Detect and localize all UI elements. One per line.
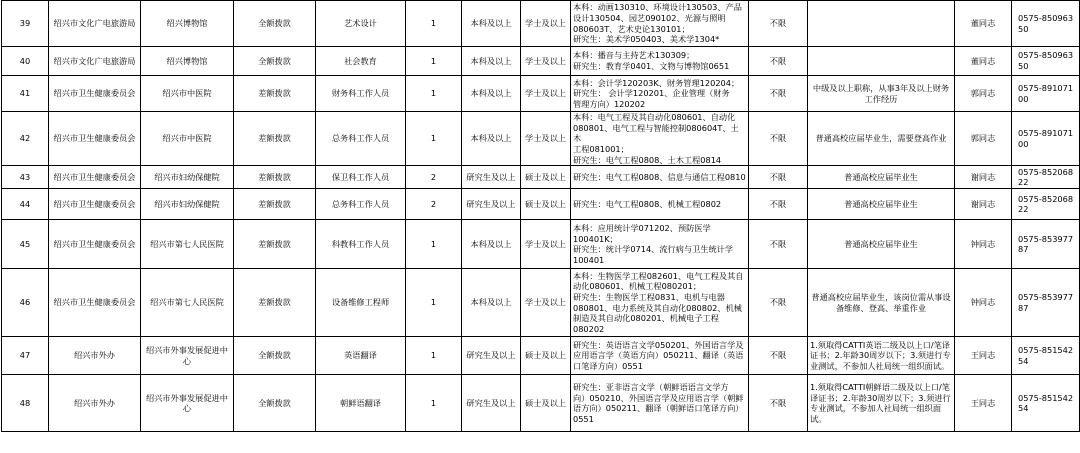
cell-phone: 0575-85154254 [1012,337,1080,375]
cell-education: 研究生及以上 [462,337,521,375]
cell-unit: 绍兴市中医院 [141,112,234,166]
recruitment-table [1,0,1080,432]
major-line: 应用语言学（英语方向）050211、翻译（英语 [573,350,744,361]
cell-degree: 学士及以上 [521,112,571,166]
cell-age-limit: 不限 [749,47,808,76]
cell-funding-type: 全额拨款 [234,1,316,47]
cell-degree: 学士及以上 [521,76,571,112]
cell-department: 绍兴市外办 [49,337,141,375]
cell-age-limit: 不限 [749,337,808,375]
table-row [2,47,1080,76]
cell-funding-type: 全额拨款 [234,375,316,432]
cell-funding-type: 差额拨款 [234,112,316,166]
cell-education: 研究生及以上 [462,166,521,189]
table-row [2,166,1080,189]
cell-unit: 绍兴市中医院 [141,76,234,112]
cell-unit: 绍兴市第七人民医院 [141,269,234,337]
major-line: 本科：生物医学工程082601、电气工程及其自 [573,270,744,281]
major-line: 研究生：亚非语言文学（朝鲜语语言文学方 [573,381,729,392]
cell-contact: 谢同志 [955,189,1012,220]
table-row [2,1,1080,47]
cell-headcount: 1 [406,76,462,112]
cell-phone: 0575-85206822 [1012,189,1080,220]
cell-funding-type: 差额拨款 [234,76,316,112]
cell-other-requirements: 1.须取得CATTI朝鲜语二级及以上口/笔译证书；2.年龄30周岁以下；3.须进行专业测试，不参加人社局统一组织面试。 [808,375,955,432]
cell-degree: 硕士及以上 [521,375,571,432]
major-line: 080801、电力系统及其自动化080802、机械 [573,302,742,313]
major-line: 080202 [573,324,605,335]
table-row [2,269,1080,337]
major-line: 研究生：统计学0714、流行病与卫生统计学 [573,244,734,255]
cell-number: 43 [2,166,49,189]
cell-number: 47 [2,337,49,375]
major-line: 080801、电气工程与智能控制080604T、土木 [573,122,739,144]
major-line: 100401K； [573,233,618,244]
cell-funding-type: 全额拨款 [234,337,316,375]
major-line: 本科：电气工程及其自动化080601、自动化 [573,112,736,122]
major-line: 工程081001； [573,143,629,154]
cell-major-requirements [571,1,749,47]
table-row [2,220,1080,269]
cell-other-requirements: 普通高校应届毕业生 [808,189,955,220]
cell-contact: 王同志 [955,375,1012,432]
cell-degree: 学士及以上 [521,269,571,337]
cell-degree: 硕士及以上 [521,337,571,375]
cell-department: 绍兴市文化广电旅游局 [49,1,141,47]
cell-major-requirements [571,220,749,269]
cell-department: 绍兴市文化广电旅游局 [49,47,141,76]
cell-position: 朝鲜语翻译 [316,375,406,432]
cell-position: 艺术设计 [316,1,406,47]
cell-other-requirements: 中级及以上职称，从事3年及以上财务工作经历 [808,76,955,112]
major-line: 研究生：电气工程0808、机械工程0802 [573,198,722,209]
major-line: 管理方向）120202 [573,98,646,109]
cell-other-requirements: 普通高校应届毕业生，需要登高作业 [808,112,955,166]
cell-age-limit: 不限 [749,220,808,269]
cell-department: 绍兴市卫生健康委员会 [49,76,141,112]
table-row [2,112,1080,166]
cell-phone: 0575-85397787 [1012,269,1080,337]
cell-degree: 硕士及以上 [521,189,571,220]
cell-age-limit: 不限 [749,1,808,47]
cell-education: 研究生及以上 [462,375,521,432]
cell-contact: 郭同志 [955,112,1012,166]
cell-funding-type: 差额拨款 [234,166,316,189]
cell-age-limit: 不限 [749,375,808,432]
major-line: 设计130504、园艺090102、光源与照明 [573,12,726,23]
cell-headcount: 2 [406,166,462,189]
cell-headcount: 1 [406,220,462,269]
cell-contact: 王同志 [955,337,1012,375]
cell-phone: 0575-89107100 [1012,112,1080,166]
table-row [2,337,1080,375]
cell-education: 本科及以上 [462,47,521,76]
cell-position: 总务科工作人员 [316,189,406,220]
cell-position: 英语翻译 [316,337,406,375]
major-line: 研究生：生物医学工程0831、电机与电器 [573,292,725,303]
cell-contact: 郭同志 [955,76,1012,112]
cell-headcount: 1 [406,112,462,166]
cell-funding-type: 差额拨款 [234,220,316,269]
cell-education: 本科及以上 [462,112,521,166]
cell-unit: 绍兴市外事发展促进中心 [141,375,234,432]
cell-unit: 绍兴博物馆 [141,47,234,76]
cell-age-limit: 不限 [749,112,808,166]
major-line: 研究生：英语语言文学050201、外国语言学及 [573,339,744,350]
cell-contact: 董同志 [955,1,1012,47]
major-line: 研究生：电气工程0808、土木工程0814 [573,154,722,165]
cell-number: 40 [2,47,49,76]
major-line: 口笔译方向）0551 [573,361,643,372]
cell-phone: 0575-85206822 [1012,166,1080,189]
cell-unit: 绍兴市第七人民医院 [141,220,234,269]
cell-unit: 绍兴市外事发展促进中心 [141,337,234,375]
cell-funding-type: 全额拨款 [234,47,316,76]
cell-headcount: 1 [406,47,462,76]
table-row [2,76,1080,112]
cell-department: 绍兴市卫生健康委员会 [49,166,141,189]
cell-degree: 学士及以上 [521,47,571,76]
major-line: 本科：播音与主持艺术130309； [573,50,695,61]
cell-age-limit: 不限 [749,189,808,220]
major-line: 080603T、艺术史论130101； [573,23,690,34]
cell-other-requirements [808,47,955,76]
cell-department: 绍兴市卫生健康委员会 [49,112,141,166]
cell-position: 财务科工作人员 [316,76,406,112]
cell-phone: 0575-85096350 [1012,47,1080,76]
cell-age-limit: 不限 [749,76,808,112]
cell-number: 44 [2,189,49,220]
cell-age-limit: 不限 [749,269,808,337]
cell-number: 46 [2,269,49,337]
major-line: 100401 [573,254,605,265]
cell-degree: 学士及以上 [521,220,571,269]
major-line: 制造及其自动化080201、机械电子工程 [573,313,719,324]
cell-department: 绍兴市卫生健康委员会 [49,269,141,337]
cell-headcount: 1 [406,337,462,375]
cell-major-requirements [571,269,749,337]
cell-headcount: 1 [406,1,462,47]
cell-position: 社会教育 [316,47,406,76]
major-line: 研究生：电气工程0808、信息与通信工程0810 [573,171,746,182]
cell-education: 研究生及以上 [462,189,521,220]
cell-contact: 钟同志 [955,269,1012,337]
cell-headcount: 2 [406,189,462,220]
cell-unit: 绍兴博物馆 [141,1,234,47]
cell-major-requirements [571,375,749,432]
cell-phone: 0575-89107100 [1012,76,1080,112]
cell-number: 41 [2,76,49,112]
cell-number: 45 [2,220,49,269]
cell-unit: 绍兴市妇幼保健院 [141,189,234,220]
major-line: 研究生：美术学050403、美术学1304* [573,34,720,45]
major-line: 研究生：教育学0401、文物与博物馆0651 [573,61,730,71]
cell-degree: 学士及以上 [521,1,571,47]
cell-position: 保卫科工作人员 [316,166,406,189]
table-body [2,1,1080,432]
cell-other-requirements [808,1,955,47]
major-line: 研究生： 会计学120201、企业管理（财务 [573,88,730,99]
cell-contact: 谢同志 [955,166,1012,189]
major-line: 本科：会计学120203K、财务管理120204； [573,77,740,88]
cell-department: 绍兴市外办 [49,375,141,432]
cell-phone: 0575-85397787 [1012,220,1080,269]
cell-phone: 0575-85154254 [1012,375,1080,432]
major-line: 向）050210、外国语言学及应用语言学（朝鲜 [573,392,744,403]
cell-education: 本科及以上 [462,269,521,337]
cell-number: 48 [2,375,49,432]
cell-major-requirements [571,112,749,166]
major-line: 语方向）050211、翻译（朝鲜语口笔译方向） [573,403,744,414]
major-line: 动化080601、机械工程080201； [573,281,702,292]
cell-number: 42 [2,112,49,166]
cell-contact: 钟同志 [955,220,1012,269]
cell-funding-type: 差额拨款 [234,189,316,220]
cell-major-requirements [571,337,749,375]
cell-other-requirements: 普通高校应届毕业生 [808,220,955,269]
cell-unit: 绍兴市妇幼保健院 [141,166,234,189]
major-line: 0551 [573,413,594,424]
table-row [2,189,1080,220]
cell-degree: 硕士及以上 [521,166,571,189]
cell-age-limit: 不限 [749,166,808,189]
cell-major-requirements [571,47,749,76]
cell-phone: 0575-85096350 [1012,1,1080,47]
cell-department: 绍兴市卫生健康委员会 [49,189,141,220]
cell-major-requirements [571,76,749,112]
cell-education: 本科及以上 [462,1,521,47]
cell-major-requirements [571,189,749,220]
cell-department: 绍兴市卫生健康委员会 [49,220,141,269]
cell-education: 本科及以上 [462,220,521,269]
cell-contact: 董同志 [955,47,1012,76]
major-line: 本科：应用统计学071202、预防医学 [573,222,711,233]
cell-other-requirements: 普通高校应届毕业生 [808,166,955,189]
cell-headcount: 1 [406,375,462,432]
cell-number: 39 [2,1,49,47]
cell-other-requirements: 1.须取得CATTI英语二级及以上口/笔译证书；2.年龄30周岁以下；3.须进行专业测试，不参加人社局统一组织面试。 [808,337,955,375]
cell-position: 设备维修工程师 [316,269,406,337]
cell-position: 科教科工作人员 [316,220,406,269]
cell-position: 总务科工作人员 [316,112,406,166]
cell-other-requirements: 普通高校应届毕业生，该岗位需从事设备维修、登高、举重作业 [808,269,955,337]
major-line: 本科：动画130310、环境设计130503、产品 [573,2,742,13]
table-row [2,375,1080,432]
cell-major-requirements [571,166,749,189]
cell-funding-type: 差额拨款 [234,269,316,337]
cell-headcount: 1 [406,269,462,337]
cell-education: 本科及以上 [462,76,521,112]
